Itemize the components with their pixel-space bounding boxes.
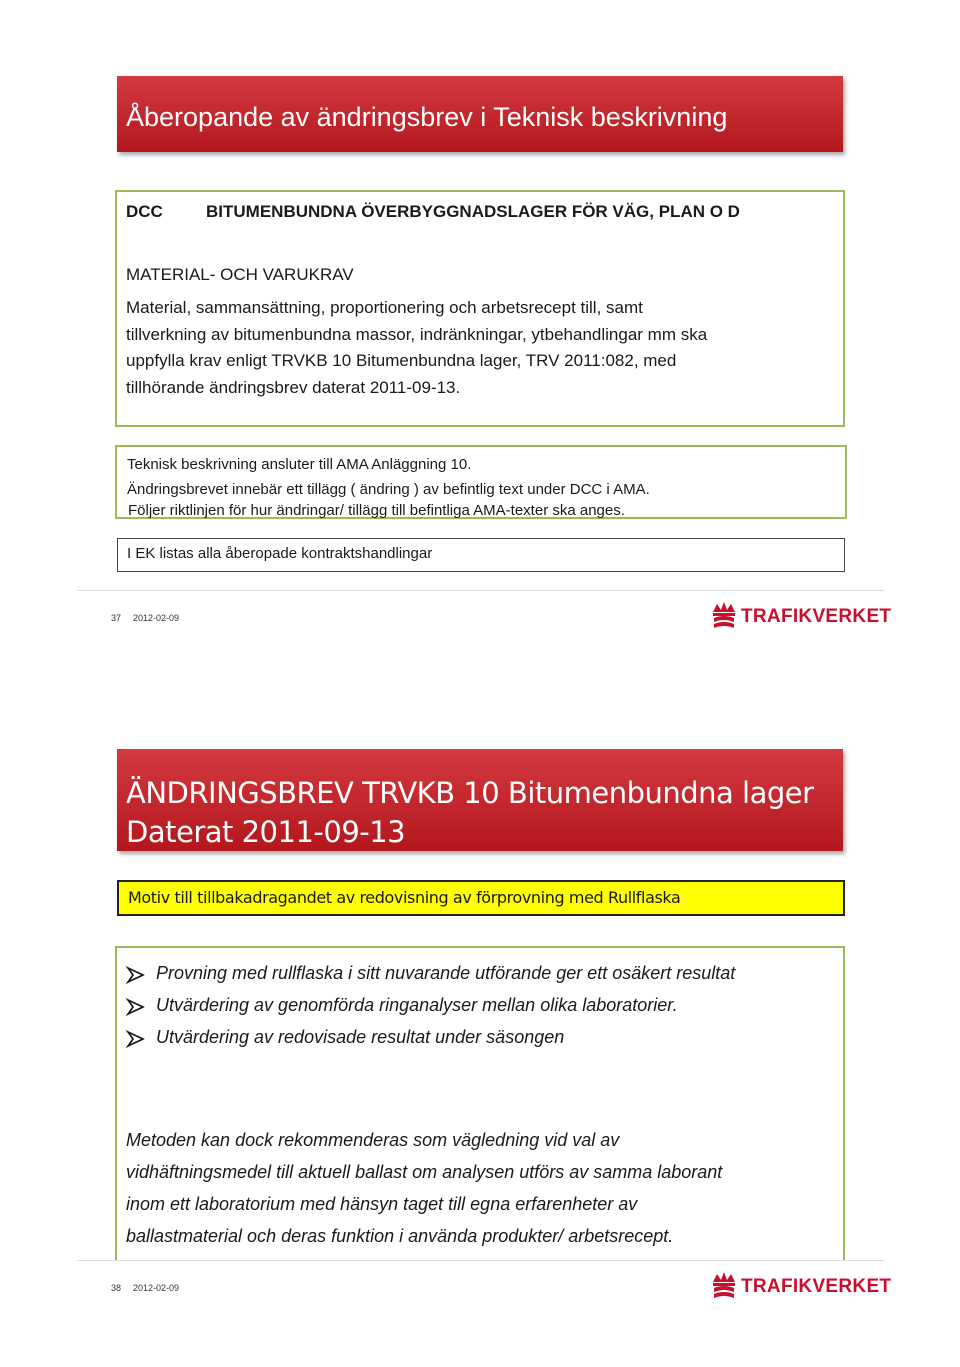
spec-code: DCC bbox=[126, 202, 163, 221]
slide-title: Åberopande av ändringsbrev i Teknisk beskrivning bbox=[126, 102, 728, 132]
spec-body-line: Material, sammansättning, proportionering och arbetsrecept till, samt bbox=[126, 298, 643, 317]
spec-body-line: uppfylla krav enligt TRVKB 10 Bitumenbundna lager, TRV 2011:082, med bbox=[126, 351, 677, 370]
logo-text: TRAFIKVERKET bbox=[741, 1276, 892, 1297]
slide-title-box bbox=[117, 76, 843, 152]
spec-heading: BITUMENBUNDNA ÖVERBYGGNADSLAGER FÖR VÄG, PLAN O D bbox=[206, 202, 740, 221]
slide-38 bbox=[77, 740, 892, 1315]
ek-note-box bbox=[117, 538, 845, 572]
note-line: Teknisk beskrivning ansluter till AMA Anläggning 10. bbox=[127, 456, 472, 473]
checkmark-arrow-icon bbox=[126, 965, 146, 985]
page-number: 38 bbox=[111, 1283, 122, 1293]
page-number: 37 bbox=[111, 613, 122, 623]
footer-date: 2012-02-09 bbox=[133, 1283, 180, 1293]
footer-date: 2012-02-09 bbox=[133, 613, 180, 623]
slide-title-line: ÄNDRINGSBREV TRVKB 10 Bitumenbundna lager bbox=[126, 776, 814, 810]
ek-note: I EK listas alla åberopade kontraktshandlingar bbox=[127, 545, 433, 562]
checkmark-arrow-icon bbox=[126, 1029, 146, 1049]
slide-title bbox=[126, 774, 814, 852]
crown-emblem-icon bbox=[709, 1268, 739, 1308]
slide-title-box bbox=[117, 749, 843, 851]
note-line: Ändringsbrevet innebär ett tillägg ( ändring ) av befintlig text under DCC i AMA. bbox=[127, 481, 650, 498]
content-box bbox=[115, 946, 845, 1262]
trafikverket-logo bbox=[707, 1266, 892, 1310]
spec-body-line: tillverkning av bitumenbundna massor, indränkningar, ytbehandlingar mm ska bbox=[126, 324, 708, 344]
conclusion-text bbox=[126, 1124, 722, 1252]
bullet-text: Utvärdering av genomförda ringanalyser mellan olika laboratorier. bbox=[156, 995, 678, 1015]
checkmark-arrow-icon bbox=[126, 997, 146, 1017]
conclusion-line: inom ett laboratorium med hänsyn taget till egna erfarenheter av bbox=[126, 1194, 638, 1214]
conclusion-line: vidhäftningsmedel till aktuell ballast om analysen utförs av samma laborant bbox=[126, 1162, 723, 1182]
bullet-text: Utvärdering av redovisade resultat under säsongen bbox=[156, 1027, 565, 1047]
conclusion-line: Metoden kan dock rekommenderas som vägledning vid val av bbox=[126, 1130, 620, 1150]
spec-subheading: MATERIAL- OCH VARUKRAV bbox=[126, 265, 354, 284]
logo-text: TRAFIKVERKET bbox=[741, 606, 892, 627]
crown-emblem-icon bbox=[709, 598, 739, 638]
note-line-extra: Följer riktlinjen för hur ändringar/ tillägg till befintliga AMA-texter ska anges. bbox=[128, 502, 625, 519]
slide-footer bbox=[77, 1260, 892, 1315]
trafikverket-logo bbox=[707, 596, 892, 640]
bullet-text: Provning med rullflaska i sitt nuvarande utförande ger ett osäkert resultat bbox=[156, 963, 736, 983]
slide-footer bbox=[77, 590, 892, 645]
spec-body-line: tillhörande ändringsbrev daterat 2011-09-13. bbox=[126, 377, 461, 397]
conclusion-line: ballastmaterial och deras funktion i använda produkter/ arbetsrecept. bbox=[126, 1226, 674, 1246]
note-text bbox=[127, 452, 650, 502]
slide-37 bbox=[77, 70, 892, 645]
spec-text-box bbox=[115, 190, 845, 427]
motiv-text: Motiv till tillbakadragandet av redovisning av förprovning med Rullflaska bbox=[128, 888, 681, 907]
motiv-box bbox=[117, 880, 845, 916]
spec-body bbox=[126, 295, 707, 401]
slide-title-line: Daterat 2011-09-13 bbox=[126, 815, 406, 849]
